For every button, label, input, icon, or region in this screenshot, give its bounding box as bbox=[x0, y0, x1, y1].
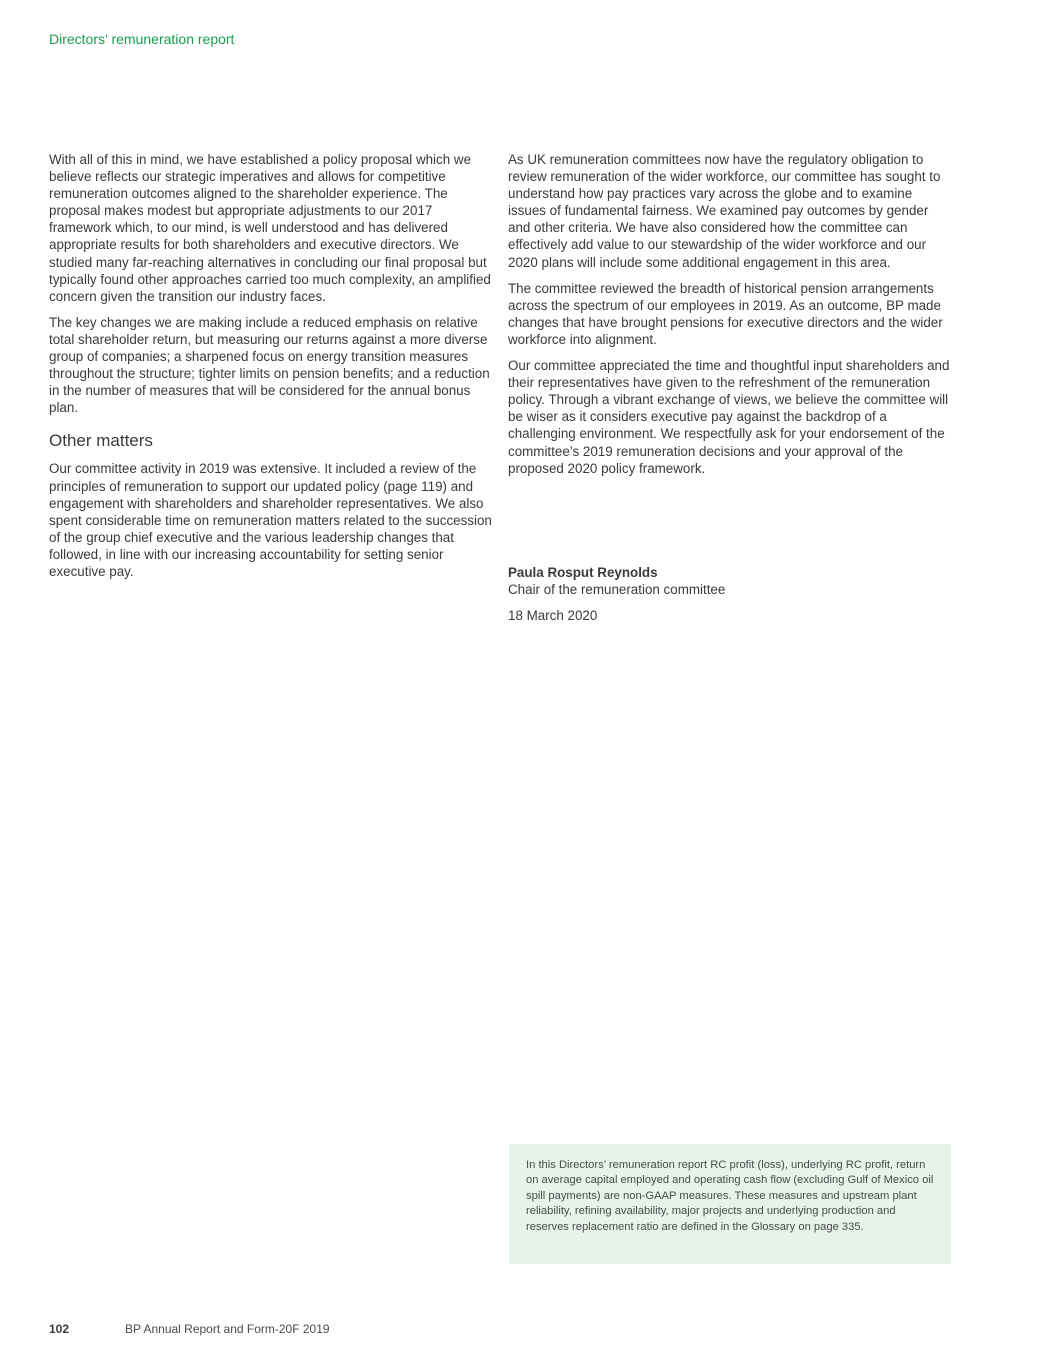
page-number: 102 bbox=[49, 1322, 70, 1336]
footer-publication-title: BP Annual Report and Form-20F 2019 bbox=[125, 1322, 330, 1336]
body-paragraph: The committee reviewed the breadth of historical pension arrangements across the spectrum of our employees in 2019. As an outcome, BP made changes that have brought pensions for executive directors and the wider workforce into alignment. bbox=[508, 280, 943, 347]
signature-block bbox=[508, 564, 953, 624]
right-column bbox=[508, 151, 953, 486]
body-paragraph: Our committee appreciated the time and thoughtful input shareholders and their representatives have given to the refreshment of the remuneration policy. Through a vibrant exchange of views, we believe the committee will be wiser as it considers executive pay against the backdrop of a challenging environment. We respectfully ask for your endorsement of the committee’s 2019 remuneration decisions and your approval of the proposed 2020 policy framework. bbox=[508, 358, 950, 476]
body-paragraph: The key changes we are making include a reduced emphasis on relative total shareholder return, but measuring our returns against a more diverse group of companies; a sharpened focus on energy transition measures throughout the structure; tighter limits on pension benefits; and a reduction in the number of measures that will be considered for the annual bonus plan. bbox=[49, 314, 490, 416]
body-paragraph: Our committee activity in 2019 was extensive. It included a review of the principles of remuneration to support our updated policy (page 119) and engagement with shareholders and shareholder representatives. We also spent considerable time on remuneration matters related to the succession of the group chief executive and the various leadership changes that followed, in line with our increasing accountability for setting senior executive pay. bbox=[49, 461, 492, 579]
section-heading-other-matters: Other matters bbox=[49, 431, 153, 451]
signatory-role: Chair of the remuneration committee bbox=[508, 582, 726, 598]
body-paragraph: As UK remuneration committees now have the regulatory obligation to review remuneration of the wider workforce, our committee has sought to understand how pay practices vary across the globe and to examine issues of fundamental fairness. We examined pay outcomes by gender and other criteria. We have also considered how the committee can effectively add value to our stewardship of the wider workforce and our 2020 plans will include some additional engagement in this area. bbox=[508, 152, 941, 270]
body-paragraph: With all of this in mind, we have established a policy proposal which we believe reflects our strategic imperatives and allows for competitive remuneration outcomes aligned to the shareholder experience. The proposal makes modest but appropriate adjustments to our 2017 framework which, to our mind, is well understood and has delivered appropriate results for both shareholders and executive directors. We studied many far-reaching alternatives in concluding our final proposal but typically found other approaches carried too much complexity, an amplified concern given the transition our industry faces. bbox=[49, 152, 491, 304]
running-header-title: Directors’ remuneration report bbox=[49, 31, 235, 47]
signature-date: 18 March 2020 bbox=[508, 608, 598, 624]
left-column bbox=[49, 151, 494, 589]
signatory-name: Paula Rosput Reynolds bbox=[508, 565, 658, 580]
non-gaap-note-box bbox=[509, 1144, 951, 1264]
note-text: In this Directors’ remuneration report RC profit (loss), underlying RC profit, return on average capital employed and operating cash flow (excluding Gulf of Mexico oil spill payments) are non-GAAP measures. These measures and upstream plant reliability, refining availability, major projects and underlying production and reserves replacement ratio are defined in the Glossary on page 335. bbox=[526, 1159, 934, 1233]
